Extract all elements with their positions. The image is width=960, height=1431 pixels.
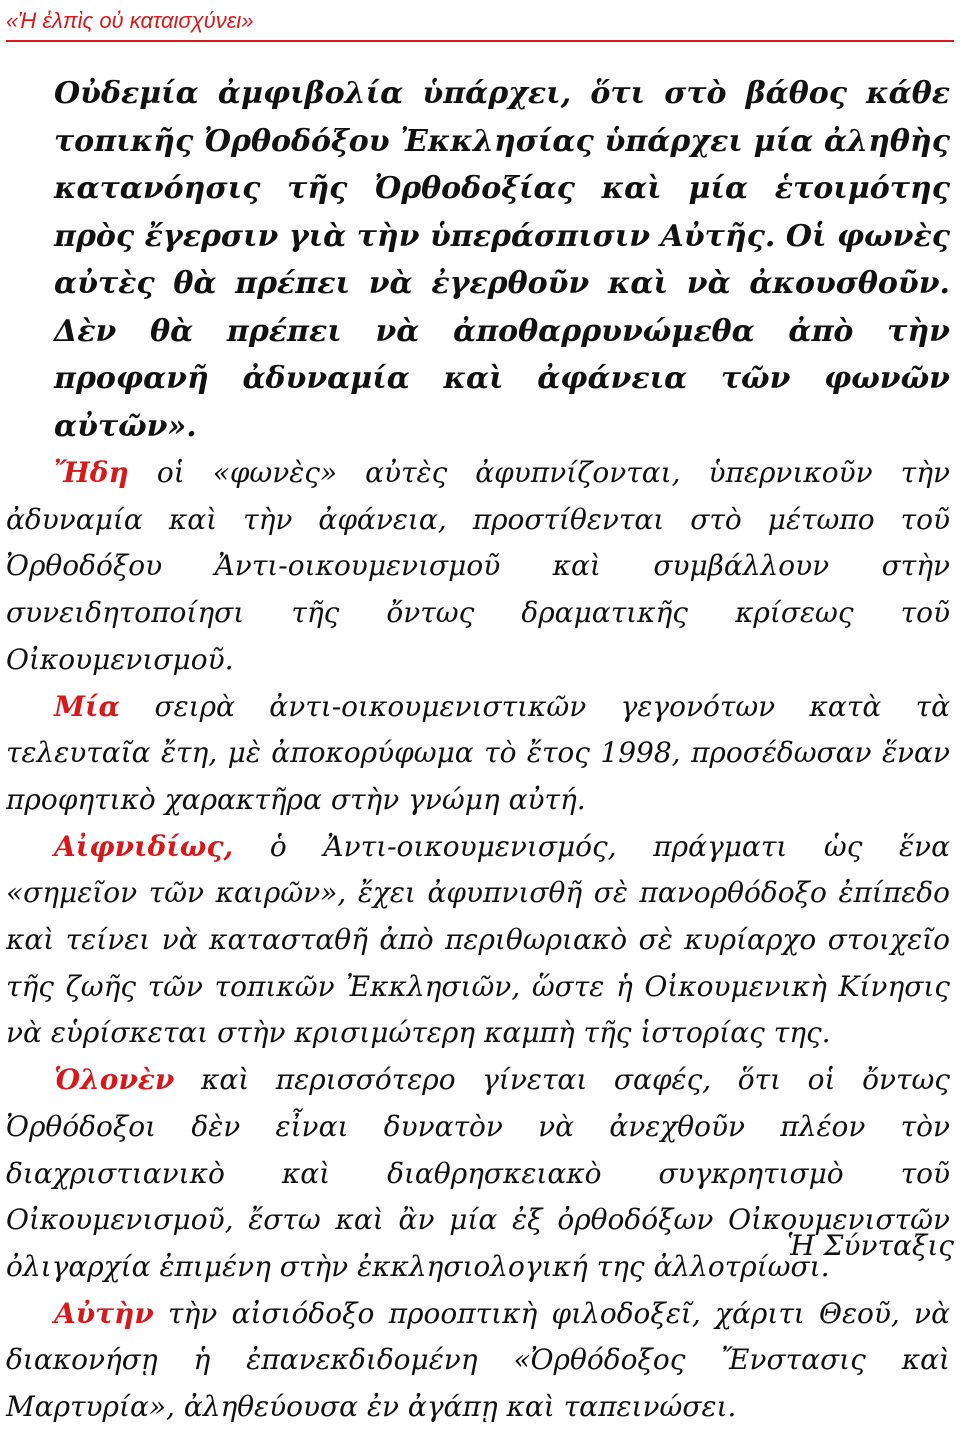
paragraph-text: ὁ Ἀντι-οικουμενισμός, πράγματι ὡς ἕνα «σημεῖον τῶν καιρῶν», ἔχει ἀφυπνισθῆ σὲ πανορθόδοξο ἐπίπεδο καὶ τείνει νὰ κατασταθῆ ἀπὸ περιθωριακὸ σὲ κυρίαρχο στοιχεῖο τῆς ζωῆς τῶν τοπικῶν Ἐκκλησιῶν, ὥστε ἡ Οἰκουμενικὴ Κίνησις νὰ εὑρίσκεται στὴν κρισιμώτερη καμπὴ τῆς ἱστορίας της.: [6, 829, 950, 1050]
article-body: [6, 70, 950, 1431]
paragraph-lead-word: Ἤδη: [54, 456, 129, 489]
paragraph-2: [6, 684, 950, 824]
paragraph-lead-word: Αἰφνιδίως,: [54, 829, 234, 863]
intro-quote: Οὐδεμία ἀμφιβολία ὑπάρχει, ὅτι στὸ βάθος κάθε τοπικῆς Ὀρθοδόξου Ἐκκλησίας ὑπάρχει μία ἀληθὴς κατανόησις τῆς Ὀρθοδοξίας καὶ μία ἑτοιμότης πρὸς ἔγερσιν γιὰ τὴν ὑπεράσπισιν Αὐτῆς. Οἱ φωνὲς αὐτὲς θὰ πρέπει νὰ ἐγερθοῦν καὶ νὰ ἀκουσθοῦν. Δὲν θὰ πρέπει νὰ ἀποθαρρυνώμεθα ἀπὸ τὴν προφανῆ ἀδυναμία καὶ ἀφάνεια τῶν φωνῶν αὐτῶν».: [54, 76, 950, 444]
paragraph-lead-word: Μία: [54, 689, 121, 723]
paragraph-text: σειρὰ ἀντι-οικουμενιστικῶν γεγονότων κατὰ τὰ τελευταῖα ἔτη, μὲ ἀποκορύφωμα τὸ ἔτος 1998, προσέδωσαν ἕναν προφητικὸ χαρακτῆρα στὴν γνώμη αὐτή.: [6, 689, 950, 816]
paragraph-text: οἱ «φωνὲς» αὐτὲς ἀφυπνίζονται, ὑπερνικοῦν τὴν ἀδυναμία καὶ τὴν ἀφάνεια, προστίθενται στὸ μέτωπο τοῦ Ὀρθοδόξου Ἀντι-οικουμενισμοῦ καὶ συμβάλλουν στὴν συνειδητοποίησι τῆς ὄντως δραματικῆς κρίσεως τοῦ Οἰκουμενισμοῦ.: [6, 456, 950, 676]
signature: Ἡ Σύνταξις: [786, 1229, 954, 1262]
running-title: «Ἡ ἐλπὶς οὐ καταισχύνει»: [6, 8, 254, 33]
paragraph-lead-word: Ὁλονὲν: [54, 1063, 175, 1097]
paragraph-text: τὴν αἰσιόδοξο προοπτικὴ φιλοδοξεῖ, χάριτι Θεοῦ, νὰ διακονήσῃ ἡ ἐπανεκδιδομένη «Ὀρθόδοξος Ἔνστασις καὶ Μαρτυρία», ἀληθεύουσα ἐν ἀγάπῃ καὶ ταπεινώσει.: [6, 1296, 950, 1424]
paragraph-text: καὶ περισσότερο γίνεται σαφές, ὅτι οἱ ὄντως Ὀρθόδοξοι δὲν εἶναι δυνατὸν νὰ ἀνεχθοῦν πλέον τὸν διαχριστιανικὸ καὶ διαθρησκειακὸ συγκρητισμὸ τοῦ Οἰκουμενισμοῦ, ἔστω καὶ ἂν μία ἐξ ὀρθοδόξων Οἰκουμενιστῶν ὀλιγαρχία ἐπιμένη στὴν ἐκκλησιολογική της ἀλλοτρίωσι.: [6, 1063, 950, 1283]
paragraph-3: [6, 824, 950, 1058]
paragraph-1: [6, 450, 950, 684]
page-header: [6, 4, 954, 42]
paragraph-lead-word: Αὐτὴν: [54, 1296, 154, 1330]
paragraph-5: [6, 1291, 950, 1431]
